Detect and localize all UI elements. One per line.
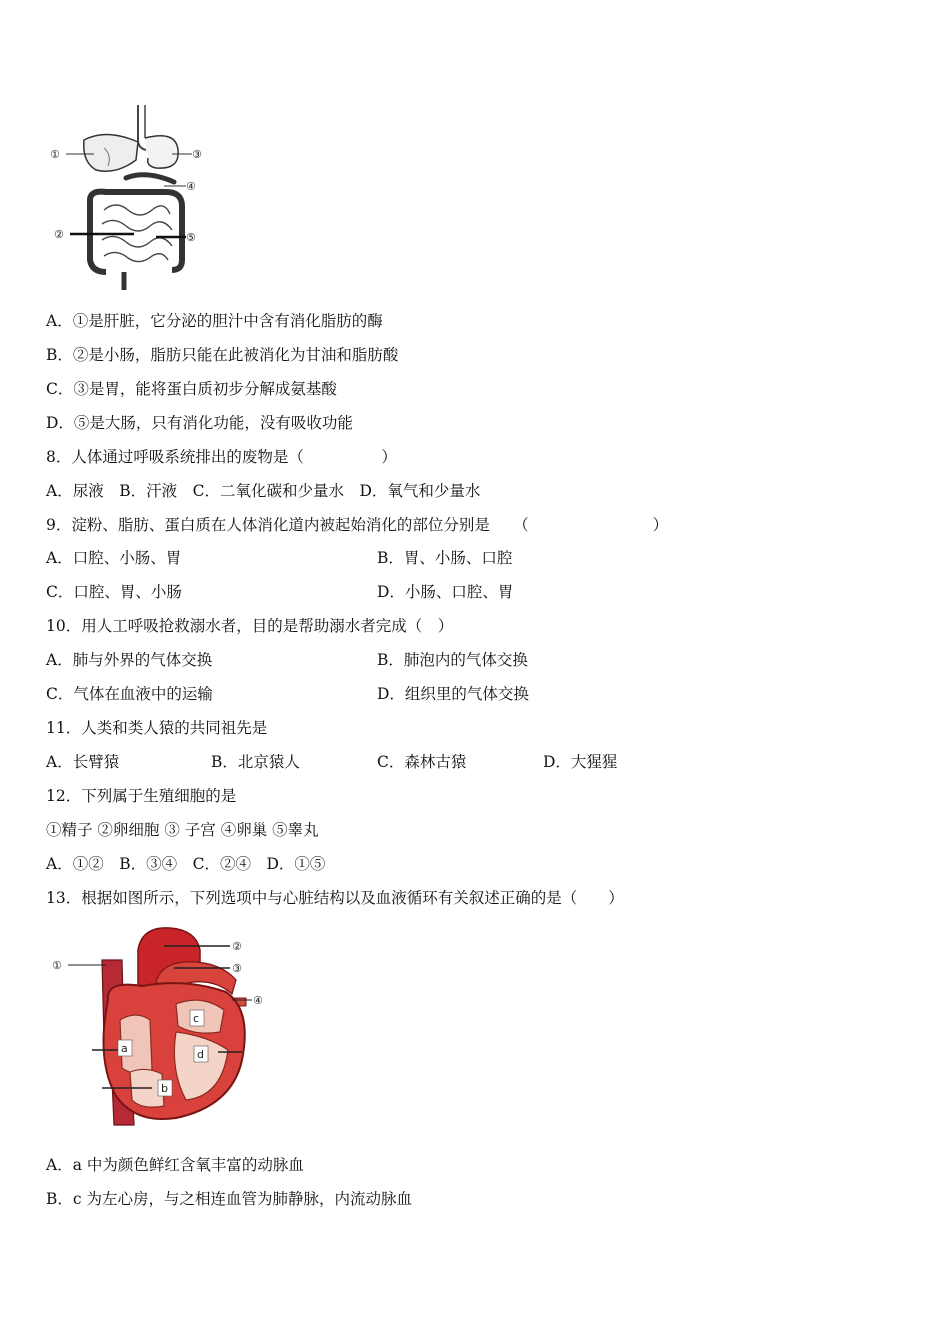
q11-option-b: B．北京猿人 [211, 753, 300, 771]
fig2-label-a: a [121, 1042, 128, 1055]
q7-option-b: B．②是小肠，脂肪只能在此被消化为甘油和脂肪酸 [46, 346, 399, 364]
heart-diagram [46, 920, 286, 1130]
q12-stem: 12．下列属于生殖细胞的是 [46, 787, 237, 805]
q10-option-b: B．肺泡内的气体交换 [377, 651, 528, 669]
fig1-label-5: ⑤ [186, 231, 196, 244]
fig1-label-2: ② [54, 228, 64, 241]
q8-options: A．尿液 B．汗液 C．二氧化碳和少量水 D．氧气和少量水 [46, 482, 481, 500]
fig2-label-b: b [161, 1082, 168, 1095]
q9-option-b: B．胃、小肠、口腔 [377, 549, 513, 567]
q13-stem: 13．根据如图所示，下列选项中与心脏结构以及血液循环有关叙述正确的是（ ） [46, 889, 624, 907]
q10-option-a: A．肺与外界的气体交换 [46, 651, 213, 669]
fig1-label-4: ④ [186, 180, 196, 193]
q13-option-a: A．a 中为颜色鲜红含氧丰富的动脉血 [46, 1156, 304, 1174]
q9-stem: 9．淀粉、脂肪、蛋白质在人体消化道内被起始消化的部位分别是 （ ） [46, 516, 669, 534]
fig2-label-4: ④ [253, 994, 263, 1007]
q12-options: A．①② B．③④ C．②④ D．①⑤ [46, 855, 326, 873]
q9-option-a: A．口腔、小肠、胃 [46, 549, 182, 567]
fig2-label-1: ① [52, 959, 62, 972]
q7-option-a: A．①是肝脏，它分泌的胆汁中含有消化脂肪的酶 [46, 312, 383, 330]
q13-option-b: B．c 为左心房，与之相连血管为肺静脉，内流动脉血 [46, 1190, 412, 1208]
q10-option-c: C．气体在血液中的运输 [46, 685, 213, 703]
q9-option-c: C．口腔、胃、小肠 [46, 583, 182, 601]
q7-option-c: C．③是胃，能将蛋白质初步分解成氨基酸 [46, 380, 337, 398]
digestive-system-diagram [46, 100, 216, 295]
q11-stem: 11．人类和类人猿的共同祖先是 [46, 719, 268, 737]
q11-option-d: D．大猩猩 [543, 753, 618, 771]
q11-option-a: A．长臂猿 [46, 753, 120, 771]
fig1-label-1: ① [50, 148, 60, 161]
q9-option-d: D．小肠、口腔、胃 [377, 583, 514, 601]
fig1-label-3: ③ [192, 148, 202, 161]
fig2-label-2: ② [232, 940, 242, 953]
fig2-label-c: c [193, 1012, 200, 1025]
q10-stem: 10．用人工呼吸抢救溺水者，目的是帮助溺水者完成（ ） [46, 617, 454, 635]
q10-option-d: D．组织里的气体交换 [377, 685, 529, 703]
q8-stem: 8．人体通过呼吸系统排出的废物是（ ） [46, 448, 397, 466]
q7-option-d: D．⑤是大肠，只有消化功能，没有吸收功能 [46, 414, 353, 432]
q12-items: ①精子 ②卵细胞 ③ 子宫 ④卵巢 ⑤睾丸 [46, 821, 319, 839]
fig2-label-d: d [197, 1048, 204, 1061]
q11-option-c: C．森林古猿 [377, 753, 467, 771]
fig2-label-3: ③ [232, 962, 242, 975]
